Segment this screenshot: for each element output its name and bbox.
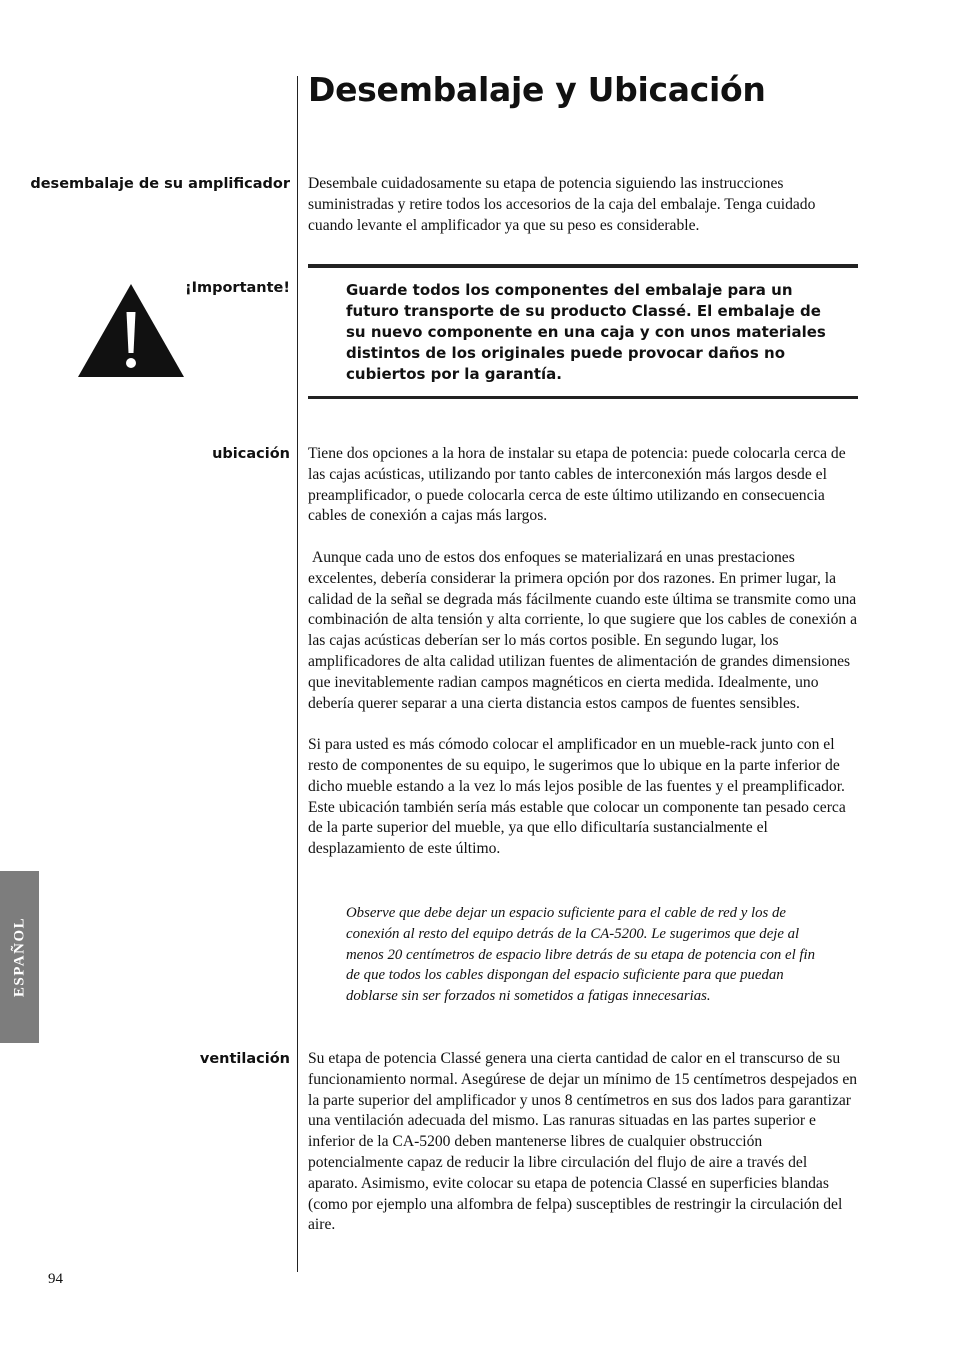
important-text: Guarde todos los componentes del embalaje para un futuro transporte de su producto Classé. El embalaje de su nuevo componente en una caja y con unos materiales distintos de los originales puede provocar daños no cubiertos por la garantía. bbox=[346, 281, 826, 383]
page-number: 94 bbox=[48, 1271, 63, 1287]
location-paragraph-2: Aunque cada uno de estos dos enfoques se materializará en unas prestaciones excelentes, debería considerar la primera opción por dos razones. En primer lugar, la calidad de la señal se degrada más fácilmente cuando este última se transmite como una combinación de alta tensión y alta corriente, lo que sugiere que los cables de conexión a las cajas acústicas deberían ser lo más cortos posible. En segundo lugar, los amplificadores de alta calidad utilizan fuentes de alimentación de grandes dimensiones que inevitablemente radian campos magnéticos en cierta medida. Idealmente, uno debería querer separar a una cierta distancia estos campos de fuentes sensibles. bbox=[308, 548, 858, 712]
page-title: Desembalaje y Ubicación bbox=[308, 70, 766, 109]
ventilation-paragraph: Su etapa de potencia Classé genera una cierta cantidad de calor en el transcurso de su funcionamiento normal. Asegúrese de dejar un mínimo de 15 centímetros despejados en la parte superior del amplificador y unos 8 centímetros en sus dos lados para garantizar una ventilación adecuada del mismo. Las ranuras situadas en las partes superior e inferior de la CA-5200 deben mantenerse libres de cualquier obstrucción potencialmente capaz de reducir la libre circulación del flujo de aire a través del aparato. Asimismo, evite colocar su etapa de potencia Classé en superficies blandas (como por ejemplo una alfombra de felpa) susceptibles de restringir la circulación del aire. bbox=[308, 1050, 858, 1234]
location-text bbox=[308, 444, 860, 860]
unpack-heading: desembalaje de su amplificador bbox=[30, 176, 290, 192]
column-divider bbox=[297, 76, 298, 1272]
ventilation-text bbox=[308, 1049, 860, 1236]
language-tab bbox=[0, 871, 39, 1043]
location-paragraph-1: Tiene dos opciones a la hora de instalar su etapa de potencia: puede colocarla cerca de las cajas acústicas, utilizando por tanto cables de interconexión más largos desde el preamplificador, o puede colocarla cerca de este último utilizando en consecuencia cables de conexión a cajas más largos. bbox=[308, 445, 846, 525]
location-heading: ubicación bbox=[212, 446, 290, 462]
unpack-paragraph: Desembale cuidadosamente su etapa de potencia siguiendo las instrucciones suministradas y retire todos los accesorios de la caja del embalaje. Tenga cuidado cuando levante el amplificador ya que su peso es considerable. bbox=[308, 175, 816, 234]
warning-triangle-icon bbox=[76, 282, 186, 379]
location-note: Observe que debe dejar un espacio suficiente para el cable de red y los de conexión al resto del equipo detrás de la CA-5200. Le sugerimos que deje al menos 20 centímetros de espacio libre detrás de su etapa de potencia con el fin de que todos los cables dispongan del espacio suficiente para que puedan doblarse sin ser forzados ni sometidos a fatigas innecesarias. bbox=[346, 905, 816, 1005]
unpack-text bbox=[308, 174, 860, 236]
location-paragraph-3: Si para usted es más cómodo colocar el amplificador en un mueble-rack junto con el resto de componentes de su equipo, le sugerimos que lo ubique en la parte inferior de dicho mueble estando a la vez lo más lejos posible de las fuentes y el preamplificador. Este ubicación también sería más estable que colocar un componente tan pesado cerca de la parte superior del mueble, ya que ello dificultaría sustancialmente el desplazamiento de este último. bbox=[308, 736, 846, 858]
language-tab-label: ESPAÑOL bbox=[11, 916, 27, 998]
ventilation-heading: ventilación bbox=[199, 1051, 290, 1067]
important-heading: ¡Importante! bbox=[184, 280, 290, 296]
important-box bbox=[308, 264, 858, 399]
